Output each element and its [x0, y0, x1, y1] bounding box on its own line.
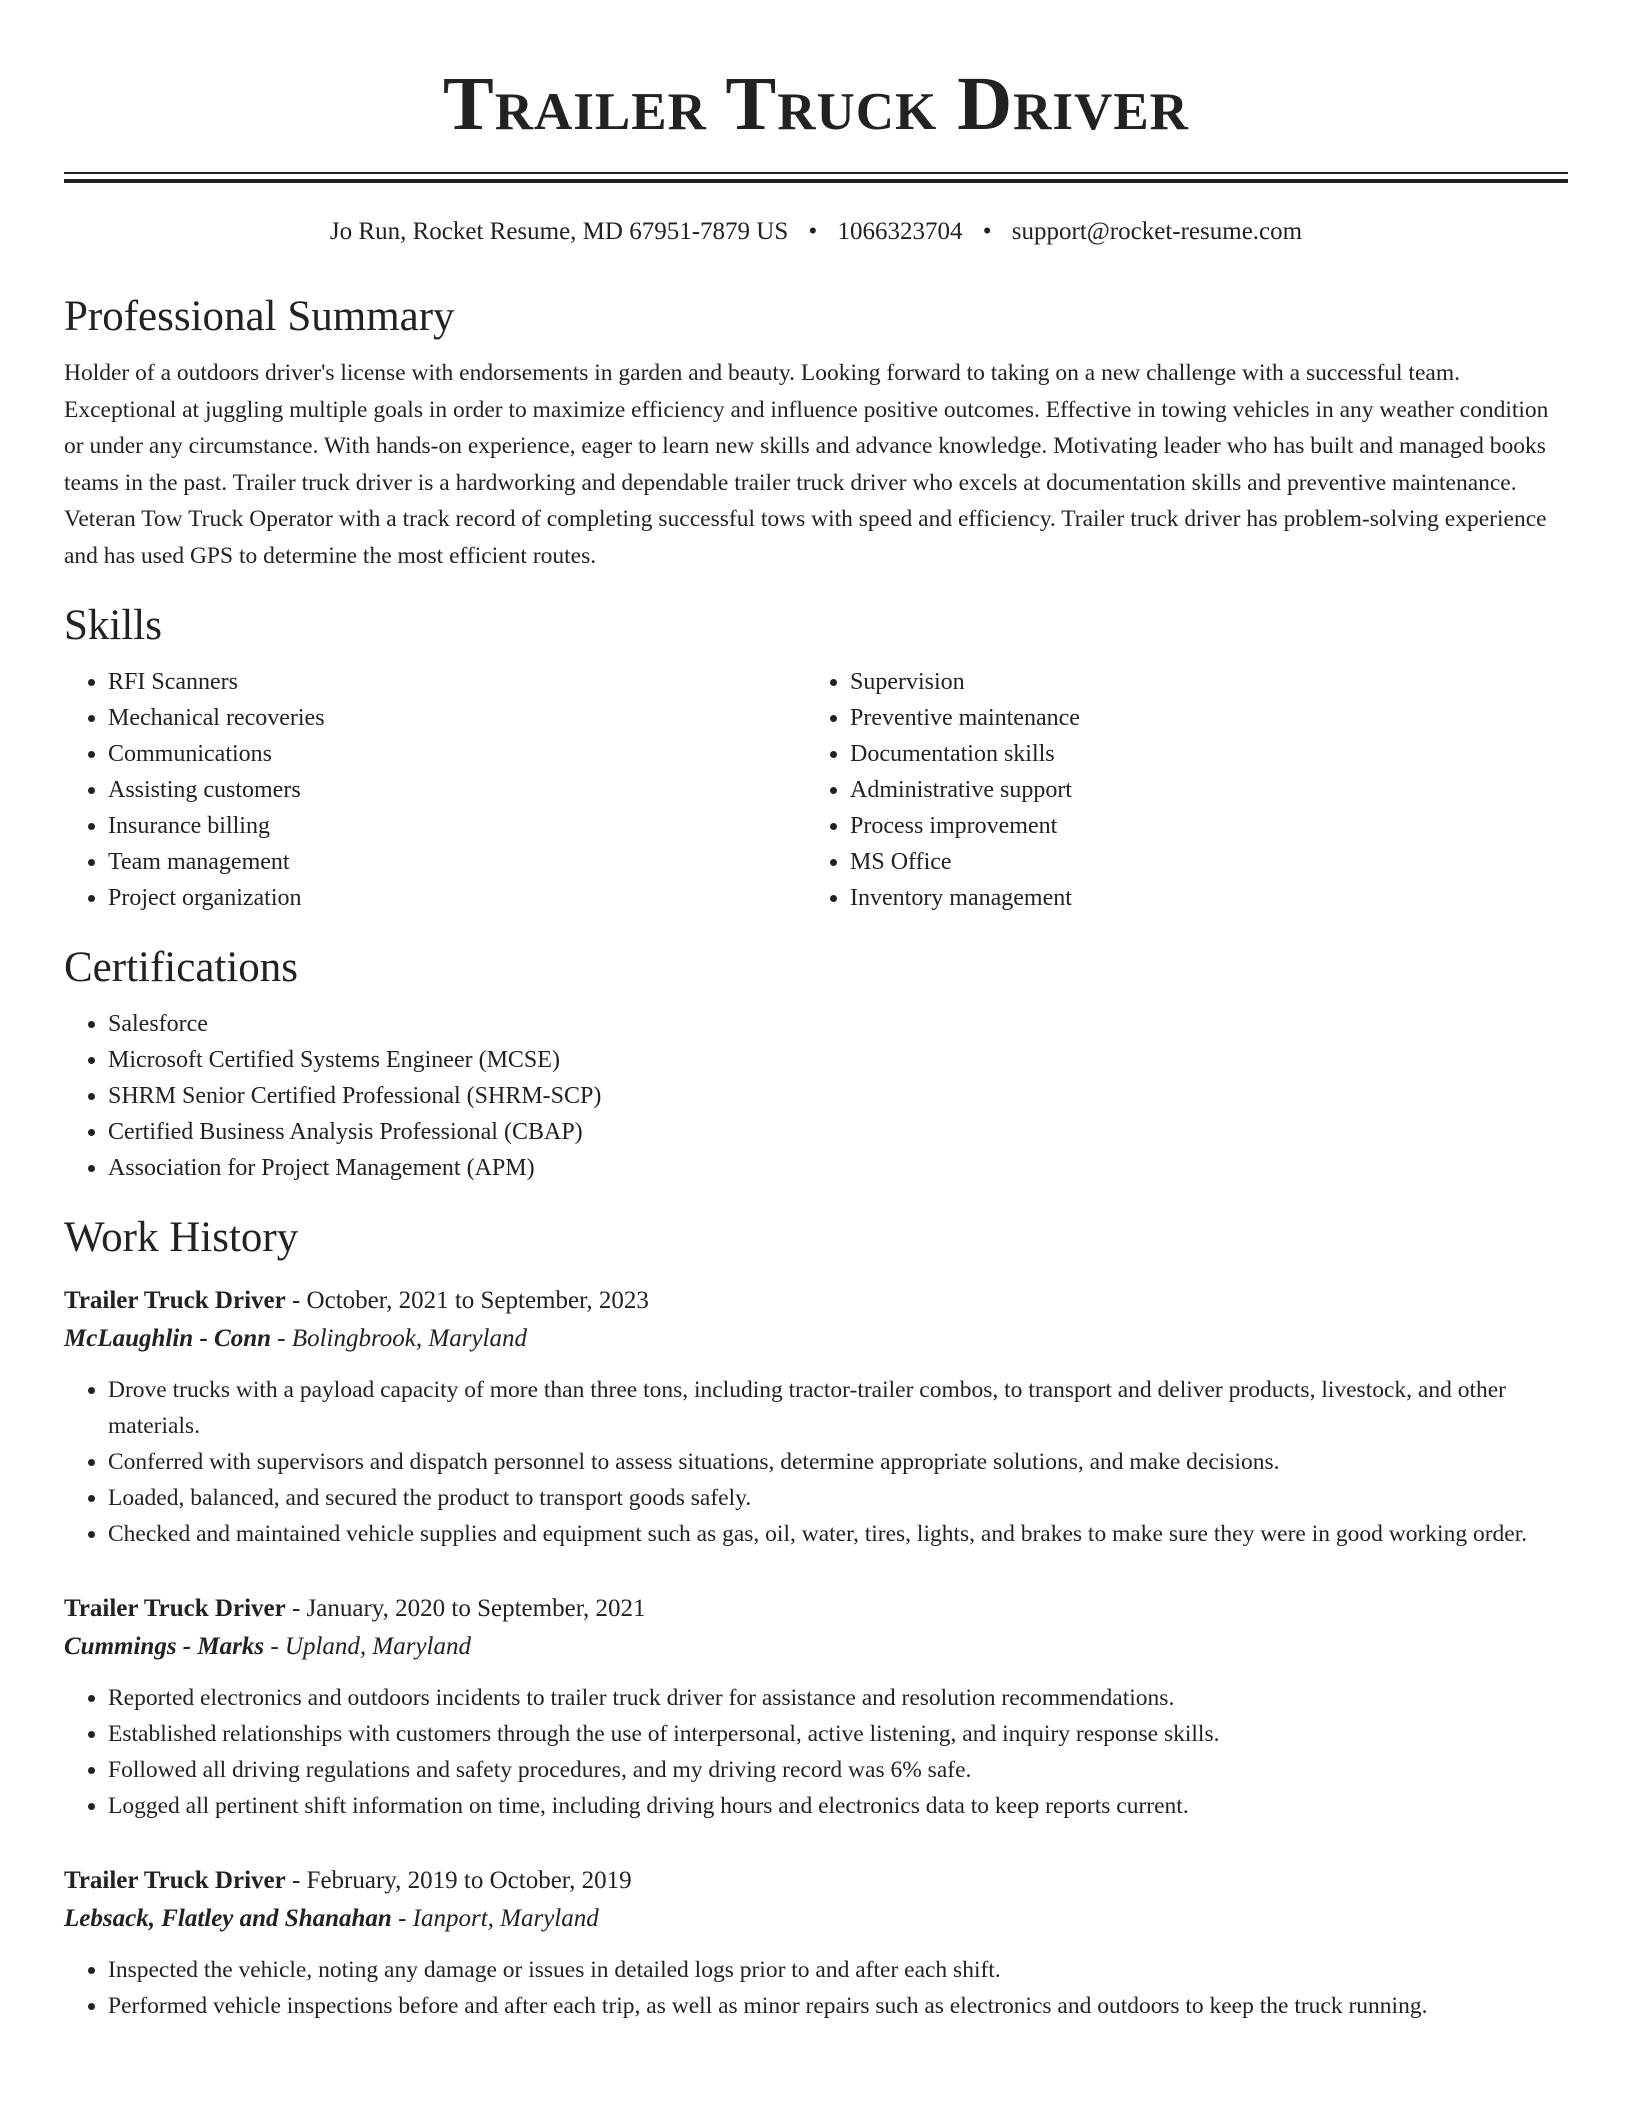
- resume-title: Trailer Truck Driver: [443, 62, 1189, 146]
- skills-section: [64, 600, 1568, 916]
- certification-item: • Microsoft Certified Systems Engineer (MCSE): [108, 1042, 1568, 1078]
- job-bullet: • Inspected the vehicle, noting any damage or issues in detailed logs prior to and after each shift.: [108, 1952, 1568, 1988]
- job-entry: [64, 1862, 1568, 2024]
- skills-column-left: [64, 664, 806, 916]
- contact-separator: •: [808, 218, 818, 245]
- skill-item: • Preventive maintenance: [850, 700, 1548, 736]
- contact-email[interactable]: support@rocket-resume.com: [1011, 218, 1303, 245]
- job-bullet: • Drove trucks with a payload capacity of more than three tons, including tractor-trailer combos, to transport and deliver products, livestock, and other materials.: [108, 1372, 1568, 1444]
- contact-phone: 1066323704: [837, 218, 963, 245]
- summary-section: [64, 291, 1568, 574]
- job-bullet: • Followed all driving regulations and safety procedures, and my driving record was 6% safe.: [108, 1752, 1568, 1788]
- job-bullets: [64, 1952, 1568, 2024]
- contact-line: [64, 215, 1568, 249]
- company-line: Cummings - Marks - Upland, Maryland: [64, 1633, 471, 1660]
- work-history-heading: Work History: [64, 1214, 299, 1261]
- job-title: Trailer Truck Driver: [64, 1287, 286, 1314]
- skill-item: • MS Office: [850, 844, 1548, 880]
- job-title-line: Trailer Truck Driver - February, 2019 to October, 2019: [64, 1867, 632, 1894]
- job-bullets: [64, 1680, 1568, 1824]
- job-entry: [64, 1282, 1568, 1552]
- job-title-line: Trailer Truck Driver - January, 2020 to September, 2021: [64, 1595, 646, 1622]
- job-bullet: • Logged all pertinent shift information on time, including driving hours and electronics data to keep reports current.: [108, 1788, 1568, 1824]
- certifications-section: [64, 942, 1568, 1186]
- skills-heading: Skills: [64, 602, 162, 649]
- summary-heading: Professional Summary: [64, 293, 455, 340]
- certification-item: • Association for Project Management (APM): [108, 1150, 1568, 1186]
- contact-address: Jo Run, Rocket Resume, MD 67951-7879 US: [329, 218, 789, 245]
- skill-item: • Assisting customers: [108, 772, 806, 808]
- company-line: McLaughlin - Conn - Bolingbrook, Maryland: [64, 1325, 527, 1352]
- company-line: Lebsack, Flatley and Shanahan - Ianport, Maryland: [64, 1905, 599, 1932]
- skill-item: • Inventory management: [850, 880, 1548, 916]
- contact-separator: •: [982, 218, 992, 245]
- skill-item: • Communications: [108, 736, 806, 772]
- work-history-section: [64, 1212, 1568, 2024]
- certifications-heading: Certifications: [64, 944, 299, 991]
- job-entry: [64, 1590, 1568, 1824]
- title-divider: [64, 172, 1568, 183]
- job-title-line: Trailer Truck Driver - October, 2021 to September, 2023: [64, 1287, 649, 1314]
- job-dates: January, 2020 to September, 2021: [306, 1595, 646, 1622]
- job-dates: February, 2019 to October, 2019: [306, 1867, 632, 1894]
- certification-item: • SHRM Senior Certified Professional (SHRM-SCP): [108, 1078, 1568, 1114]
- job-bullets: [64, 1372, 1568, 1552]
- skill-item: • Supervision: [850, 664, 1548, 700]
- skill-item: • Administrative support: [850, 772, 1548, 808]
- job-title: Trailer Truck Driver: [64, 1867, 286, 1894]
- job-bullet: • Loaded, balanced, and secured the product to transport goods safely.: [108, 1480, 1568, 1516]
- company-location: Ianport, Maryland: [412, 1905, 599, 1932]
- job-bullet: • Performed vehicle inspections before and after each trip, as well as minor repairs such as electronics and outdoors to keep the truck running.: [108, 1988, 1568, 2024]
- certification-item: • Certified Business Analysis Professional (CBAP): [108, 1114, 1568, 1150]
- company-name: McLaughlin - Conn: [64, 1325, 272, 1352]
- skills-column-right: [806, 664, 1548, 916]
- company-location: Upland, Maryland: [284, 1633, 471, 1660]
- skill-item: • Mechanical recoveries: [108, 700, 806, 736]
- summary-text: Holder of a outdoors driver's license with endorsements in garden and beauty. Looking forward to taking on a new challenge with a successful team. Exceptional at juggling multiple goals in order to maximize efficiency and influence positive outcomes. Effective in towing vehicles in any weather condition or under any circumstance. With hands-on experience, eager to learn new skills and advance knowledge. Motivating leader who has built and managed books teams in the past. Trailer truck driver is a hardworking and dependable trailer truck driver who excels at documentation skills and preventive maintenance. Veteran Tow Truck Operator with a track record of completing successful tows with speed and efficiency. Trailer truck driver has problem-solving experience and has used GPS to determine the most efficient routes.: [64, 360, 1549, 569]
- skill-item: • RFI Scanners: [108, 664, 806, 700]
- company-name: Lebsack, Flatley and Shanahan: [64, 1905, 392, 1932]
- job-bullet: • Conferred with supervisors and dispatch personnel to assess situations, determine appropriate solutions, and make decisions.: [108, 1444, 1568, 1480]
- certifications-list: [64, 1006, 1568, 1186]
- certification-item: • Salesforce: [108, 1006, 1568, 1042]
- skill-item: • Documentation skills: [850, 736, 1548, 772]
- job-bullet: • Reported electronics and outdoors incidents to trailer truck driver for assistance and resolution recommendations.: [108, 1680, 1568, 1716]
- job-dates: October, 2021 to September, 2023: [306, 1287, 649, 1314]
- skills-grid: [64, 664, 1568, 916]
- skill-item: • Process improvement: [850, 808, 1548, 844]
- company-location: Bolingbrook, Maryland: [291, 1325, 527, 1352]
- job-bullet: • Established relationships with customers through the use of interpersonal, active listening, and inquiry response skills.: [108, 1716, 1568, 1752]
- skill-item: • Insurance billing: [108, 808, 806, 844]
- job-title: Trailer Truck Driver: [64, 1595, 286, 1622]
- skill-item: • Team management: [108, 844, 806, 880]
- skill-item: • Project organization: [108, 880, 806, 916]
- company-name: Cummings - Marks: [64, 1633, 265, 1660]
- job-bullet: • Checked and maintained vehicle supplies and equipment such as gas, oil, water, tires, lights, and brakes to make sure they were in good working order.: [108, 1516, 1568, 1552]
